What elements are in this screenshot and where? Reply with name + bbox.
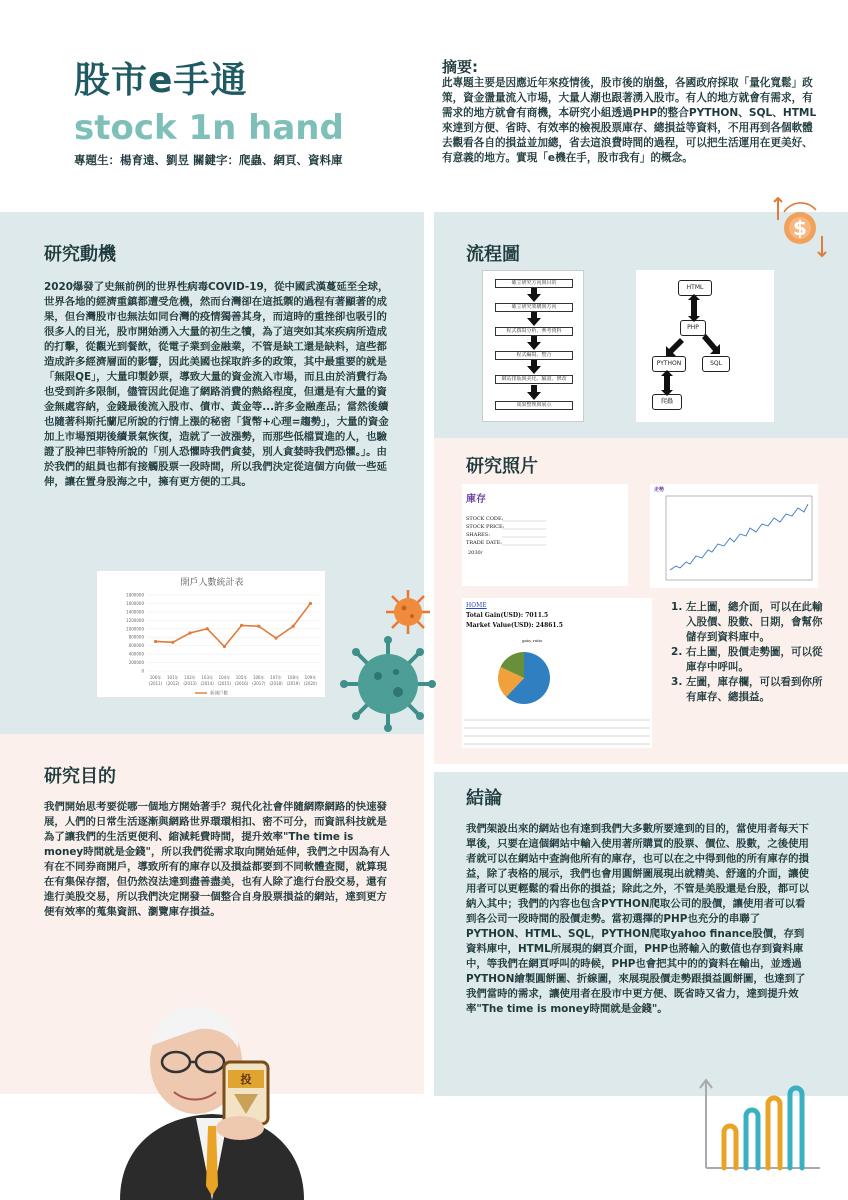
node-html: HTML — [678, 280, 712, 296]
chart-svg — [97, 571, 327, 699]
chart-x-tick: 105年 — [235, 675, 248, 680]
chart-x-tick: 107年 — [270, 675, 282, 680]
motive-heading: 研究動機 — [44, 244, 116, 265]
flow-heading: 流程圖 — [466, 244, 520, 265]
photo-note: 1. 左上圖，總介面，可以在此輸入股價、股數、日期，會幫你儲存到資料庫中。 — [686, 600, 832, 645]
chart-point — [292, 625, 295, 628]
photo-note: 3. 左圖，庫存欄，可以看到你所有庫存、總損益。 — [686, 675, 832, 705]
growth-chart-icon — [688, 1074, 828, 1176]
chart-x-tick: 106年 — [252, 675, 265, 680]
node-crawler: 爬蟲 — [652, 394, 682, 410]
market-value: Market Value(USD): 24861.5 — [466, 622, 563, 629]
chart-y-tick: 800000 — [128, 634, 144, 640]
chart-x-tick: (2012) — [166, 681, 180, 686]
chart-y-tick: 200000 — [128, 660, 144, 666]
chart-x-tick: 101年 — [166, 675, 179, 680]
chart-point — [206, 627, 209, 630]
node-php: PHP — [680, 320, 706, 336]
flow-step: 確立研究方向與目的 — [495, 279, 573, 288]
pie-title: gain_ratio — [522, 638, 543, 643]
chart-y-tick: 0 — [141, 668, 144, 674]
motive-text: 2020爆發了史無前例的世界性病毒COVID-19，從中國武漢蔓延至全球，世界各地的經濟重鎮都遭受危機，然而台灣卻在這抵禦的過程有著顯著的成果，但台灣股市也無法如同台灣的疫情獨善其身，而這時的重挫卻也吸引的很多人的目光，股市開始湧入大量的初生之犢，為了這突如其來疾病所造成的打擊，從觀光到餐飲，從電子業到金融業，不管是缺工還是缺料，這些都造成許多經濟層面的影響，因此美國也採取許多的政策，其中最重要的就是「無限QE」，大量印製鈔票，導致大量的資金流入市場，而且由於消費行為也受到許多限制，儘管因此促進了網路消費的熱絡程度，但還是有大量的資金無處容納，金錢最後流入股市、債市、黃金等...許多金融產品；當然後續也隨著科斯托蘭尼所說的行情上漲的秘密「貨幣+心理=趨勢」，大量的資金加上市場預期後續景氣恢復，造就了一波漲勢，而那些低檔買進的人，也驗證了股神巴菲特所說的「別人恐懼時我們貪婪，別人貪婪時我們恐懼。」。由於我們的組員也都有接觸股票一段時間，所以我們決定從這個方向做一些延伸，讓在置身股海之中，擁有更方便的工具。 — [44, 281, 389, 488]
authors-keywords: 專題生：楊育遠、劉昱 關鍵字：爬蟲、網頁、資料庫 — [74, 153, 343, 167]
flow-step: 程式撰寫分析、參考資料 — [495, 327, 573, 336]
account-chart — [96, 570, 326, 698]
inventory-input-screenshot — [462, 484, 628, 586]
photo-notes — [672, 600, 832, 705]
virus-large-icon — [338, 634, 438, 734]
abstract-heading: 摘要: — [442, 58, 478, 76]
chart-y-tick: 1800000 — [126, 592, 144, 598]
conclusion-heading: 結論 — [466, 788, 502, 809]
investor-illustration — [100, 996, 324, 1200]
conclusion-text: 我們架設出來的網站也有達到我們大多數所要達到的目的，當使用者每天下單後，只要在這個網站中輸入使用著所購買的股票、價位、股數，之後使用者就可以在網站中查詢他所有的庫存，也可以在之中得到他的所有庫存的損益，除了表格的展示，我們也會用圓餅圖展現出就精美、舒適的介面，讓使用者可以更輕鬆的看出你的損益；除此之外，不管是美股還是台股，都可以納入其中；我們的內容也包含PYTHON爬取公司的股價，讓使用者可以看到各公司一段時間的股價走勢。當初選擇的PHP也充分的串聯了PYTHON、HTML、SQL，PYTHON爬取yahoo finance股價，存到資料庫中，HTML所展現的網頁介面，PHP也將輸入的數值也存到資料庫中，等我們在網頁呼叫的時候，PHP也會把其中的的資料在輸出，並透過PYTHON繪製圓餅圖、折線圖，來展現股價走勢跟損益圓餅圖，也達到了我們當時的需求，讓使用者在股市中更方便、既省時又省力，達到提升效率"The time is money時間就是金錢"。 — [466, 823, 809, 1015]
shot1-title: 庫存 — [466, 494, 486, 505]
chart-point — [257, 625, 260, 628]
node-sql: SQL — [702, 356, 730, 372]
chart-x-tick: (2017) — [252, 681, 266, 686]
chart-y-tick: 1400000 — [126, 609, 144, 615]
chart-y-tick: 1600000 — [126, 600, 144, 606]
price-trend-screenshot — [650, 484, 818, 588]
svg-text:投: 投 — [240, 1073, 252, 1086]
page-subtitle: stock 1n hand — [74, 108, 344, 148]
chart-x-tick: 102年 — [184, 675, 196, 680]
virus-small-icon — [382, 586, 434, 638]
chart-x-tick: 103年 — [201, 675, 214, 680]
trend-chart — [650, 484, 818, 588]
chart-x-tick: (2015) — [217, 681, 232, 686]
architecture-diagram — [636, 270, 774, 422]
shot1-field: STOCK CODE: — [466, 516, 504, 522]
home-link[interactable]: HOME — [466, 602, 487, 609]
portfolio-summary-screenshot — [462, 598, 652, 748]
chart-point — [309, 602, 312, 605]
chart-legend-label: 新開戶數 — [210, 691, 228, 697]
gain-pie-chart — [462, 598, 652, 748]
chart-point — [240, 624, 243, 627]
chart-x-tick: (2013) — [183, 681, 197, 686]
chart-y-tick: 1200000 — [126, 617, 144, 623]
chart-title: 開戶人數統計表 — [180, 578, 244, 588]
chart-point — [188, 631, 191, 634]
purpose-heading: 研究目的 — [44, 766, 116, 787]
flow-step: 程式編寫、整合 — [495, 351, 573, 360]
chart-x-tick: 109年 — [304, 675, 317, 680]
photo-note: 2. 右上圖，股價走勢圖，可以從庫存中呼叫。 — [686, 645, 832, 675]
shot2-title: 走勢 — [654, 487, 665, 493]
chart-point — [171, 641, 174, 644]
node-python: PYTHON — [652, 356, 686, 372]
chart-point — [274, 636, 277, 639]
chart-x-tick: (2018) — [269, 681, 283, 686]
flow-step: 確立研究架構與方向 — [495, 303, 573, 312]
chart-point — [223, 645, 226, 648]
shot1-field: STOCK PRICE: — [466, 524, 505, 530]
chart-x-tick: (2014) — [200, 681, 214, 686]
chart-x-tick: (2020) — [303, 681, 318, 686]
chart-x-tick: (2011) — [148, 681, 163, 686]
page-title: 股市e手通 — [74, 60, 248, 101]
architecture-arrows — [636, 270, 774, 422]
chart-x-tick: 100年 — [149, 675, 162, 680]
total-gain: Total Gain(USD): 7011.5 — [466, 612, 549, 619]
shot1-field: TRADE DATE: — [466, 540, 502, 546]
chart-point — [154, 640, 157, 643]
photos-heading: 研究照片 — [466, 456, 538, 477]
chart-x-tick: 108年 — [287, 675, 300, 680]
chart-x-tick: (2016) — [234, 681, 249, 686]
chart-x-tick: 104年 — [218, 675, 231, 680]
abstract-text: 此專題主要是因應近年來疫情後，股市後的崩盤，各國政府採取「量化寬鬆」政策，資金盪量流入市場，大量人潮也跟著湧入股市。有人的地方就會有需求，有需求的地方就會有商機，本研究小組透過PHP的整合PYTHON、SQL、HTML來達到方便、省時、有效率的檢視股票庫存、總損益等資料，不用再到各個軟體去觀看各自的損益並加總，省去這浪費時間的過程，可以把生活運用在更美好、有意義的地方。實現「e機在手，股市我有」的概念。 — [442, 77, 817, 164]
chart-y-tick: 1000000 — [126, 626, 144, 632]
chart-x-tick: (2019) — [286, 681, 300, 686]
flow-arrows — [483, 271, 585, 423]
dollar-cycle-icon — [768, 190, 832, 262]
shot1-field: SHARES: — [466, 532, 490, 538]
chart-series-line — [156, 603, 311, 646]
flow-step: 網站排版與美化、驗證、修改 — [495, 375, 573, 384]
chart-y-tick: 600000 — [128, 643, 144, 649]
flow-steps-diagram — [482, 270, 584, 422]
chart-y-tick: 400000 — [128, 651, 144, 657]
flow-step: 成果整理與展示 — [495, 401, 573, 410]
purpose-text: 我們開始思考要從哪一個地方開始著手？現代化社會伴隨網際網路的快速發展，人們的日常生活逐漸與網路世界環環相扣、密不可分，而資訊科技就是為了讓我們的生活更便利、縮減耗費時間，提升效率"The time is money時間就是金錢"，所以我們從需求取向開始延伸，我們之中因為有人有在不同券商開戶，導致所有的庫存以及損益都要到不同軟體查閱，就算現在有集保存摺，但仍然沒法達到盡善盡美，也有人除了進行台股交易，還有進行美股交易，所以我們決定開發一個整合自身股票損益的網站，達到更方便有效率的蒐集資訊、瀏覽庫存損益。 — [44, 801, 390, 918]
svg-text:$: $ — [793, 216, 807, 240]
shot1-lines — [462, 484, 628, 586]
shot1-date: 2030/ — [468, 550, 483, 556]
